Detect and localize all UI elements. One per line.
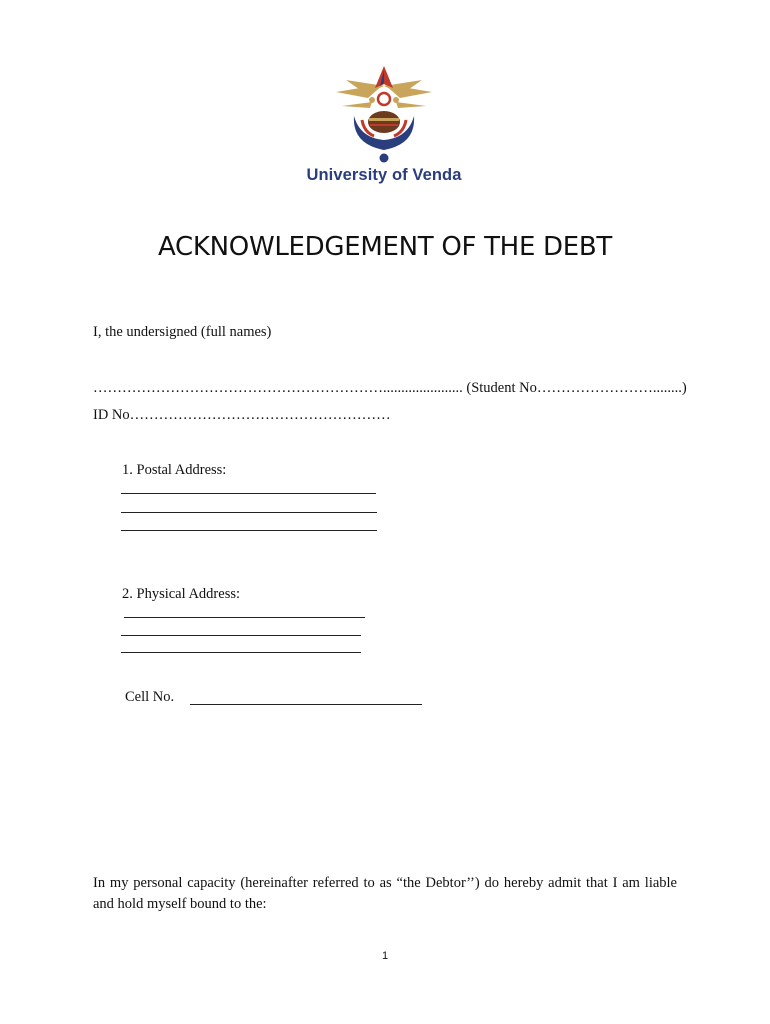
- postal-address-line-2: [121, 512, 377, 513]
- cell-number-line: [190, 704, 422, 705]
- undersigned-label: I, the undersigned (full names): [93, 324, 272, 340]
- crest-icon: [332, 62, 436, 166]
- physical-address-label: 2. Physical Address:: [122, 586, 241, 602]
- id-number-line: ID No………………………………………………: [93, 407, 391, 423]
- university-logo: [286, 62, 482, 192]
- physical-address-line-3: [121, 652, 361, 653]
- postal-address-label: 1. Postal Address:: [122, 462, 227, 478]
- physical-address-line-2: [121, 635, 361, 636]
- name-and-student-number-line: ……………………………………………………...................... (Student No……………………........): [93, 380, 687, 396]
- physical-address-line-1: [124, 617, 365, 618]
- debtor-paragraph: In my personal capacity (hereinafter referred to as “the Debtor’’) do hereby admit that I am liable and hold myself bound to the:: [93, 875, 677, 912]
- postal-address-line-1: [121, 493, 376, 494]
- page-title: ACKNOWLEDGEMENT OF THE DEBT: [158, 232, 612, 262]
- cell-number-label: Cell No.: [125, 689, 175, 705]
- page-number: 1: [381, 950, 389, 962]
- logo-text: University of Venda: [306, 166, 462, 184]
- postal-address-line-3: [121, 530, 377, 531]
